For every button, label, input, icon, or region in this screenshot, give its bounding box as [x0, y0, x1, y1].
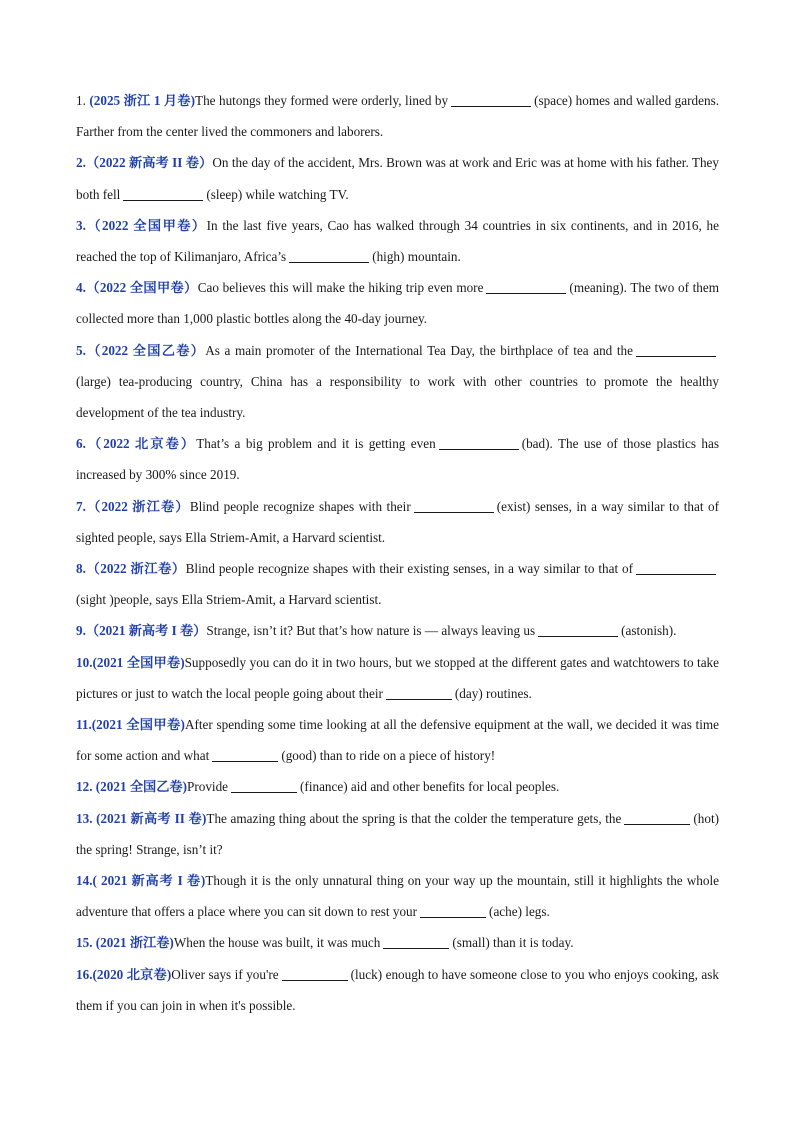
answer-blank[interactable]	[486, 280, 566, 294]
question-13	[76, 803, 719, 865]
question-source: （2022 新高考 II 卷）	[85, 155, 213, 171]
question-hint: (sleep) while watching TV.	[206, 186, 349, 202]
question-source: （2022 浙江卷）	[85, 498, 190, 514]
question-number: 14.	[76, 873, 93, 889]
question-text: Though it is the only unnatural thing on your way up the mountain, still it highlights the whole adventure that offers a place where you can sit down to rest your	[76, 873, 719, 920]
question-source: （2022 浙江卷）	[85, 561, 186, 577]
question-2	[76, 147, 719, 209]
question-text: Blind people recognize shapes with their existing senses, in a way similar to that of	[185, 561, 633, 577]
question-hint: (large) tea-producing country, China has a responsibility to work with other countries to promote the healthy development of the tea industry.	[76, 373, 719, 421]
question-text: On the day of the accident, Mrs. Brown was at work and Eric was at home with his father. They both fell	[76, 155, 719, 202]
answer-blank[interactable]	[538, 623, 618, 637]
question-source: (2021 全国乙卷)	[95, 779, 187, 795]
question-hint: (exist) senses, in a way similar to that of sighted people, says Ella Striem-Amit, a Harvard scientist.	[76, 498, 719, 545]
question-hint: (small) than it is today.	[452, 935, 574, 951]
question-text: As a main promoter of the International Tea Day, the birthplace of tea and the	[205, 342, 634, 358]
answer-blank[interactable]	[439, 436, 519, 450]
answer-blank[interactable]	[624, 810, 690, 824]
question-source: (2021 全国甲卷)	[92, 654, 185, 670]
question-16	[76, 959, 719, 1021]
answer-blank[interactable]	[383, 935, 449, 949]
question-hint: (space) homes and walled gardens. Farther from the center lived the commoners and laborers.	[76, 93, 719, 140]
question-number: 3.	[76, 217, 86, 233]
question-source: (2021 浙江卷)	[95, 935, 174, 951]
question-number: 10.	[76, 654, 93, 670]
question-source: (2021 全国甲卷)	[91, 717, 185, 733]
question-number: 11.	[76, 717, 92, 733]
question-14	[76, 865, 719, 927]
answer-blank[interactable]	[636, 342, 716, 356]
question-hint: (day) routines.	[454, 685, 532, 701]
question-8	[76, 553, 719, 615]
question-6	[76, 428, 719, 490]
question-hint: (meaning). The two of them collected more than 1,000 plastic bottles along the 40-day journey.	[76, 280, 719, 327]
question-source: （2022 北京卷）	[85, 436, 197, 452]
answer-blank[interactable]	[420, 904, 486, 918]
answer-blank[interactable]	[451, 93, 531, 107]
answer-blank[interactable]	[123, 186, 203, 200]
question-text: Supposedly you can do it in two hours, but we stopped at the different gates and watchtowers to take pictures or just to watch the local people going about their	[76, 654, 719, 701]
question-7	[76, 491, 719, 553]
answer-blank[interactable]	[636, 561, 716, 575]
question-hint: (bad). The use of those plastics has increased by 300% since 2019.	[76, 436, 719, 483]
question-text: That’s a big problem and it is getting even	[196, 436, 436, 452]
question-11	[76, 709, 719, 771]
question-number: 16.	[76, 966, 93, 982]
answer-blank[interactable]	[231, 779, 297, 793]
question-number: 8.	[76, 561, 86, 577]
question-list	[76, 85, 719, 1021]
question-hint: (sight )people, says Ella Striem-Amit, a Harvard scientist.	[76, 592, 382, 608]
question-source: （2022 全国甲卷）	[85, 217, 207, 233]
question-hint: (astonish).	[621, 623, 677, 639]
question-source: ( 2021 新高考 I 卷)	[92, 873, 206, 889]
question-text: Cao believes this will make the hiking trip even more	[197, 280, 484, 296]
question-hint: (high) mountain.	[372, 249, 461, 265]
question-hint: (good) than to ride on a piece of history!	[281, 748, 496, 764]
question-number: 6.	[76, 436, 86, 452]
question-number: 9.	[76, 623, 86, 639]
question-4	[76, 272, 719, 334]
question-hint: (luck) enough to have someone close to you who enjoys cooking, ask them if you can join in when it's possible.	[76, 966, 719, 1013]
question-1	[76, 85, 719, 147]
answer-blank[interactable]	[282, 967, 348, 981]
question-text: The amazing thing about the spring is that the colder the temperature gets, the	[206, 810, 622, 826]
question-text: Oliver says if you're	[171, 966, 279, 982]
question-source: （2021 新高考 I 卷）	[85, 623, 207, 639]
question-source: (2025 浙江 1 月卷)	[89, 93, 196, 108]
answer-blank[interactable]	[386, 686, 452, 700]
question-number: 4.	[76, 280, 86, 296]
question-5	[76, 335, 719, 429]
question-text: Provide	[187, 779, 229, 795]
question-12	[76, 771, 719, 802]
question-text: Blind people recognize shapes with their	[189, 498, 411, 514]
question-source: （2022 全国甲卷）	[85, 280, 198, 296]
question-number: 1.	[76, 93, 90, 108]
question-number: 15.	[76, 935, 96, 951]
answer-blank[interactable]	[212, 748, 278, 762]
answer-blank[interactable]	[414, 498, 494, 512]
question-number: 7.	[76, 498, 86, 514]
question-source: (2020 北京卷)	[92, 966, 172, 982]
question-hint: (hot) the spring! Strange, isn’t it?	[76, 810, 720, 857]
question-source: (2021 新高考 II 卷)	[96, 810, 207, 826]
question-number: 12.	[76, 779, 96, 795]
question-15	[76, 927, 719, 958]
question-number: 13.	[76, 810, 97, 826]
question-text: The hutongs they formed were orderly, lined by	[195, 93, 449, 108]
question-hint: (finance) aid and other benefits for local peoples.	[300, 779, 560, 795]
answer-blank[interactable]	[289, 249, 369, 263]
question-text: After spending some time looking at all the defensive equipment at the wall, we decided it was time for some action and what	[76, 717, 719, 764]
question-text: In the last five years, Cao has walked through 34 countries in six continents, and in 2016, he reached the top of Kilimanjaro, Africa’s	[76, 217, 719, 265]
question-hint: (ache) legs.	[489, 904, 550, 920]
question-10	[76, 647, 719, 709]
question-9	[76, 615, 719, 646]
question-3	[76, 210, 719, 272]
question-text: When the house was built, it was much	[173, 935, 381, 951]
question-number: 5.	[76, 342, 86, 358]
question-source: （2022 全国乙卷）	[85, 342, 206, 358]
question-number: 2.	[76, 155, 86, 171]
question-text: Strange, isn’t it? But that’s how nature is — always leaving us	[206, 623, 536, 639]
